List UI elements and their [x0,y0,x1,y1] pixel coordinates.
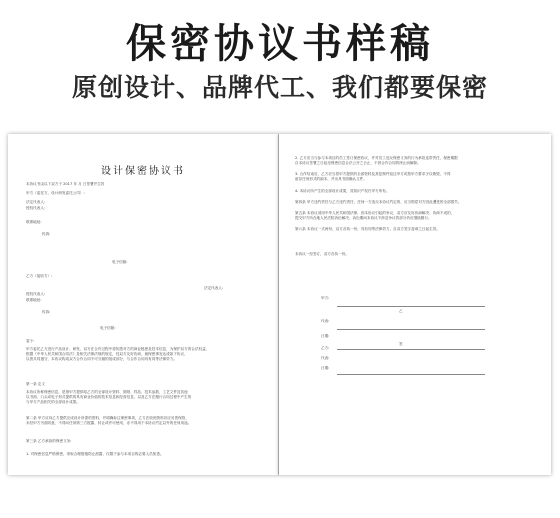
article-1-text-1: 本协议所称保密信息，是指甲方提供给乙方的全部设计资料、图纸、样品、技术参数、工艺文件及其他 [26,390,188,394]
whereas-text-1: 甲方委托乙方进行产品设计、研发，双方在合作过程中将知悉对方的商业秘密及技术信息，为保护双方的合法权益， [26,347,210,351]
party-a-fax: 传真: [42,232,51,236]
agreement-page-right [279,134,551,475]
article-1-heading: 第一条 定义 [26,382,46,386]
clause-line-9: 第六条 本协议一式两份，双方各执一份，具有同等法律效力，自双方签字盖章之日起生效。 [295,227,440,231]
party-b-email: 电子信箱: [100,326,116,330]
page-title: 保密协议书样稿 [126,21,434,67]
signature-party-a-date: 日期: [321,334,330,338]
page-subtitle: 原创设计、品牌代工、我们都要保密 [71,73,488,102]
article-2-text-2: 未经甲方书面同意，不得向任何第三方披露、转让或许可使用，亦不得用于本协议约定以外的任何用途。 [26,421,192,425]
signature-party-b-rep: 代表: [321,356,330,360]
party-b-line: 乙方（接收方）: [26,274,53,278]
signature-line [337,374,485,375]
agreement-date-line: 本协议书由以下双方于 2017 年 月 日签署并生效 [26,182,105,186]
document-title: 设计保密协议书 [101,166,185,177]
article-3-heading: 第三条 乙方承担的保密义务: [26,439,72,443]
article-1-text-3: 与甲方产品相关的全部设计成果。 [26,400,80,404]
clause-line-3: 3. 合作结束后，乙方应当将甲方提供的全部资料及其复制件返还甲方或按甲方要求予以销毁，不得 [295,172,451,176]
whereas-text-3: 以资共同遵守，本协议构成双方合作合同不可分割的组成部分，与合作合同具有同等法律效力。 [26,357,177,361]
clause-line-8: 提交甲方所在地人民法院诉讼解决，诉讼期间本协议不涉及争议的部分仍应继续履行。 [295,216,432,220]
agreement-page-left [8,134,279,475]
clause-line-5: 4. 本协议所产生的全部设计成果，其知识产权归甲方所有。 [295,189,390,193]
signature-party-b-date: 日期: [321,366,330,370]
clause-line-2: 自本协议签署之日起至保密信息合法公开之日止，不因合作合同的终止而解除。 [295,161,421,165]
signature-line [337,349,485,350]
article-3-item-1: 1. 对保密信息严格保密，采取合理措施防止泄露，仅限于参与本项目的必要人员知悉。 [26,452,164,456]
party-a-legal-rep: 法定代表人: [26,200,46,204]
signature-party-a-rep: 代表: [321,319,330,323]
party-b-legal-rep: 法定代表人: [204,286,224,290]
article-1-text-2: 以书面、口头或电子形式提供的具有商业价值的技术信息和经营信息，以及乙方在履行合同过程中产生的 [26,395,192,399]
whereas-heading: 鉴于: [26,339,35,343]
clause-line-1: 2. 乙方应当与参与本项目的员工签订保密协议，并对员工违反保密义务的行为承担连带责任，保密期限 [295,156,458,160]
party-b-address: 联系地址: [26,298,42,302]
party-a-email: 电子信箱: [112,260,128,264]
clause-line-4: 留存任何形式的副本，并出具书面确认文件。 [295,177,367,181]
signature-party-b-label: 乙方: [321,346,330,350]
closing-line: 本协议一经签订，双方各执一份。 [295,252,349,256]
party-b-fax: 传真: [42,310,51,314]
party-a-line: 甲方（委托方，设计研发委托公司）: [26,191,85,195]
clause-line-6: 第四条 甲方违约责任与乙方违约责任，任何一方违反本协议约定的，应当赔偿对方因此遭受的全部损失。 [295,200,462,204]
whereas-text-2: 根据《中华人民共和国合同法》及相关法律法规的规定，经双方友好协商，就保密事宜达成如下协议， [26,352,188,356]
signature-line [337,306,485,307]
signature-line [337,329,485,330]
party-a-authorized-rep: 授权代表人: [26,206,46,210]
signature-mark-b: 签 [399,342,403,346]
clause-line-7: 第五条 本协议适用中华人民共和国法律，因本协议引起的争议，双方应友好协商解决；协商不成的， [295,211,455,215]
signature-mark-a: 乙 [399,309,403,313]
party-a-address: 联系地址: [26,220,42,224]
article-2-text-1: 第二条 甲方应向乙方提供完成设计所需的资料，并明确标注保密事项，乙方在收到资料后应妥善保管， [26,416,189,420]
party-b-authorized-rep: 授权代表人: [26,292,46,296]
signature-party-a-label: 甲方: [321,296,330,300]
